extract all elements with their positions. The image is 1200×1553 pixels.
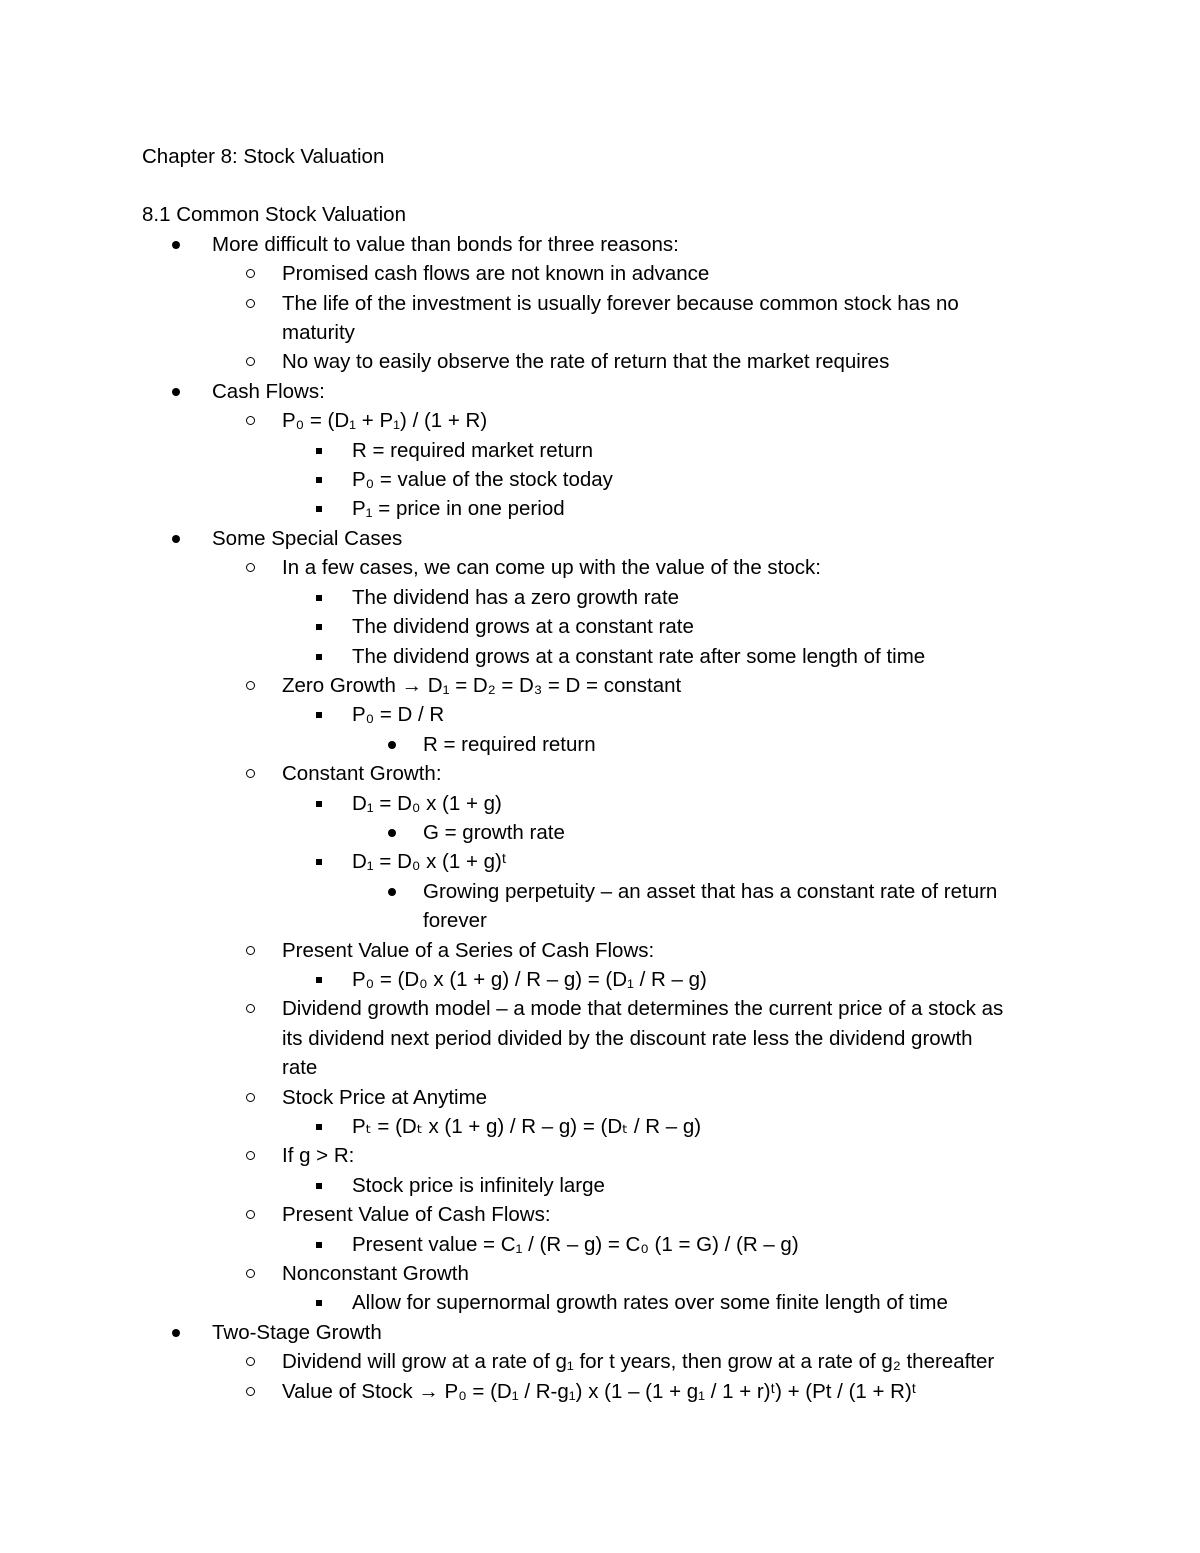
list-item-text: Present Value of Cash Flows: [282,1203,551,1227]
bullet-square-icon [316,595,322,601]
bullet-circle-icon [246,1210,255,1219]
list-item [142,789,1082,818]
list-item [142,259,1082,288]
list-item [142,818,1082,847]
formula: D₁ = D₀ x (1 + g)ᵗ [352,850,507,874]
list-item [142,847,1082,876]
bullet-circle-icon [246,269,255,278]
list-item-text: R = required return [423,732,596,756]
list-item [142,877,1082,906]
list-item [142,436,1082,465]
list-item-text: The dividend has a zero growth rate [352,585,680,609]
bullet-dot-icon [172,535,180,543]
list-item-text: P₀ = value of the stock today [352,468,613,492]
list-item-text: The life of the investment is usually forever because common stock has no [282,291,959,315]
bullet-circle-icon [246,299,255,308]
bullet-square-icon [316,477,322,483]
list-item-text: Cash Flows: [212,379,325,403]
list-item-text: R = required market return [352,438,593,462]
bullet-circle-icon [246,769,255,778]
bullet-square-icon [316,1242,322,1248]
list-item [142,965,1082,994]
list-item [142,289,1082,318]
list-item [142,1259,1082,1288]
list-item [142,759,1082,788]
list-item-text: In a few cases, we can come up with the value of the stock: [282,556,821,580]
list-item-text: G = growth rate [423,820,565,844]
list-item [142,230,1082,259]
formula: Pₜ = (Dₜ x (1 + g) / R – g) = (Dₜ / R – g) [352,1115,702,1138]
list-item-continuation [142,318,1082,347]
list-item [142,1318,1082,1347]
bullet-dot-icon [388,741,396,749]
list-item-continuation [142,1024,1082,1053]
list-item [142,1083,1082,1112]
list-item-text: The dividend grows at a constant rate after some length of time [352,644,926,668]
list-item [142,583,1082,612]
list-item-text: Stock Price at Anytime [282,1085,488,1109]
bullet-square-icon [316,1300,322,1306]
bullet-square-icon [316,712,322,718]
list-item [142,377,1082,406]
formula: P₀ = D / R [352,703,445,727]
list-item-text: forever [423,909,487,933]
list-item [142,494,1082,523]
bullet-square-icon [316,801,322,807]
section-heading: 8.1 Common Stock Valuation [142,203,406,227]
bullet-dot-icon [172,388,180,396]
list-item-text: Constant Growth: [282,762,442,786]
bullet-circle-icon [246,357,255,366]
list-item [142,612,1082,641]
list-item [142,1141,1082,1170]
list-item [142,553,1082,582]
list-item [142,406,1082,435]
list-item [142,1200,1082,1229]
list-item-text: The dividend grows at a constant rate [352,615,694,639]
list-item [142,994,1082,1023]
list-item-text: Dividend growth model – a mode that determines the current price of a stock as [282,997,1004,1021]
formula: D₁ = D₀ x (1 + g) [352,791,502,815]
bullet-square-icon [316,977,322,983]
bullet-circle-icon [246,1387,255,1396]
document-page [142,142,1082,1406]
list-item-text: No way to easily observe the rate of return that the market requires [282,350,890,374]
formula: P₀ = (D₁ + P₁) / (1 + R) [282,409,488,433]
list-item-text: More difficult to value than bonds for three reasons: [212,232,679,256]
list-item [142,1288,1082,1317]
list-item-text: Two-Stage Growth [212,1320,382,1344]
bullet-circle-icon [246,946,255,955]
list-item [142,1230,1082,1259]
bullet-circle-icon [246,1269,255,1278]
chapter-title: Chapter 8: Stock Valuation [142,145,385,168]
list-item-text: P₁ = price in one period [352,497,565,521]
list-item-text: If g > R: [282,1144,355,1168]
formula: Value of Stock → P₀ = (D₁ / R-g₁) x (1 – (1 + g₁ / 1 + r)ᵗ) + (Pt / (1 + R)ᵗ [282,1379,917,1403]
bullet-circle-icon [246,416,255,425]
list-item [142,1171,1082,1200]
list-item-text: Nonconstant Growth [282,1262,469,1286]
list-item-text: its dividend next period divided by the discount rate less the dividend growth [282,1026,973,1050]
spacer [142,171,1082,200]
bullet-square-icon [316,859,322,865]
list-item [142,642,1082,671]
list-item-text: Dividend will grow at a rate of g₁ for t years, then grow at a rate of g₂ thereafter [282,1350,995,1374]
formula: P₀ = (D₀ x (1 + g) / R – g) = (D₁ / R – g) [352,967,707,991]
list-item [142,671,1082,700]
formula: Present value = C₁ / (R – g) = C₀ (1 = G) / (R – g) [352,1232,799,1256]
bullet-circle-icon [246,1004,255,1013]
list-item [142,465,1082,494]
bullet-dot-icon [388,829,396,837]
bullet-square-icon [316,448,322,454]
list-item [142,936,1082,965]
list-item [142,1112,1082,1141]
list-item-text: Some Special Cases [212,526,403,550]
bullet-circle-icon [246,681,255,690]
list-item-text: Growing perpetuity – an asset that has a constant rate of return [423,879,998,903]
list-item-text: Promised cash flows are not known in advance [282,262,710,286]
bullet-square-icon [316,506,322,512]
bullet-dot-icon [172,1329,180,1337]
list-item-continuation [142,906,1082,935]
list-item [142,1347,1082,1376]
bullet-circle-icon [246,1357,255,1366]
list-item-text: maturity [282,321,355,345]
list-item [142,1377,1082,1406]
list-item-text: Allow for supernormal growth rates over some finite length of time [352,1291,948,1315]
list-item [142,700,1082,729]
bullet-dot-icon [172,241,180,249]
bullet-dot-icon [388,888,396,896]
list-item [142,524,1082,553]
list-item-text: Stock price is infinitely large [352,1173,605,1197]
list-item-text: rate [282,1056,318,1080]
bullet-square-icon [316,1183,322,1189]
list-item [142,347,1082,376]
bullet-circle-icon [246,1093,255,1102]
bullet-square-icon [316,624,322,630]
list-item-continuation [142,1053,1082,1082]
bullet-square-icon [316,654,322,660]
list-item-text: Present Value of a Series of Cash Flows: [282,938,655,962]
bullet-circle-icon [246,1151,255,1160]
list-item [142,730,1082,759]
bullet-square-icon [316,1124,322,1130]
formula: Zero Growth → D₁ = D₂ = D₃ = D = constant [282,673,682,697]
bullet-circle-icon [246,563,255,572]
